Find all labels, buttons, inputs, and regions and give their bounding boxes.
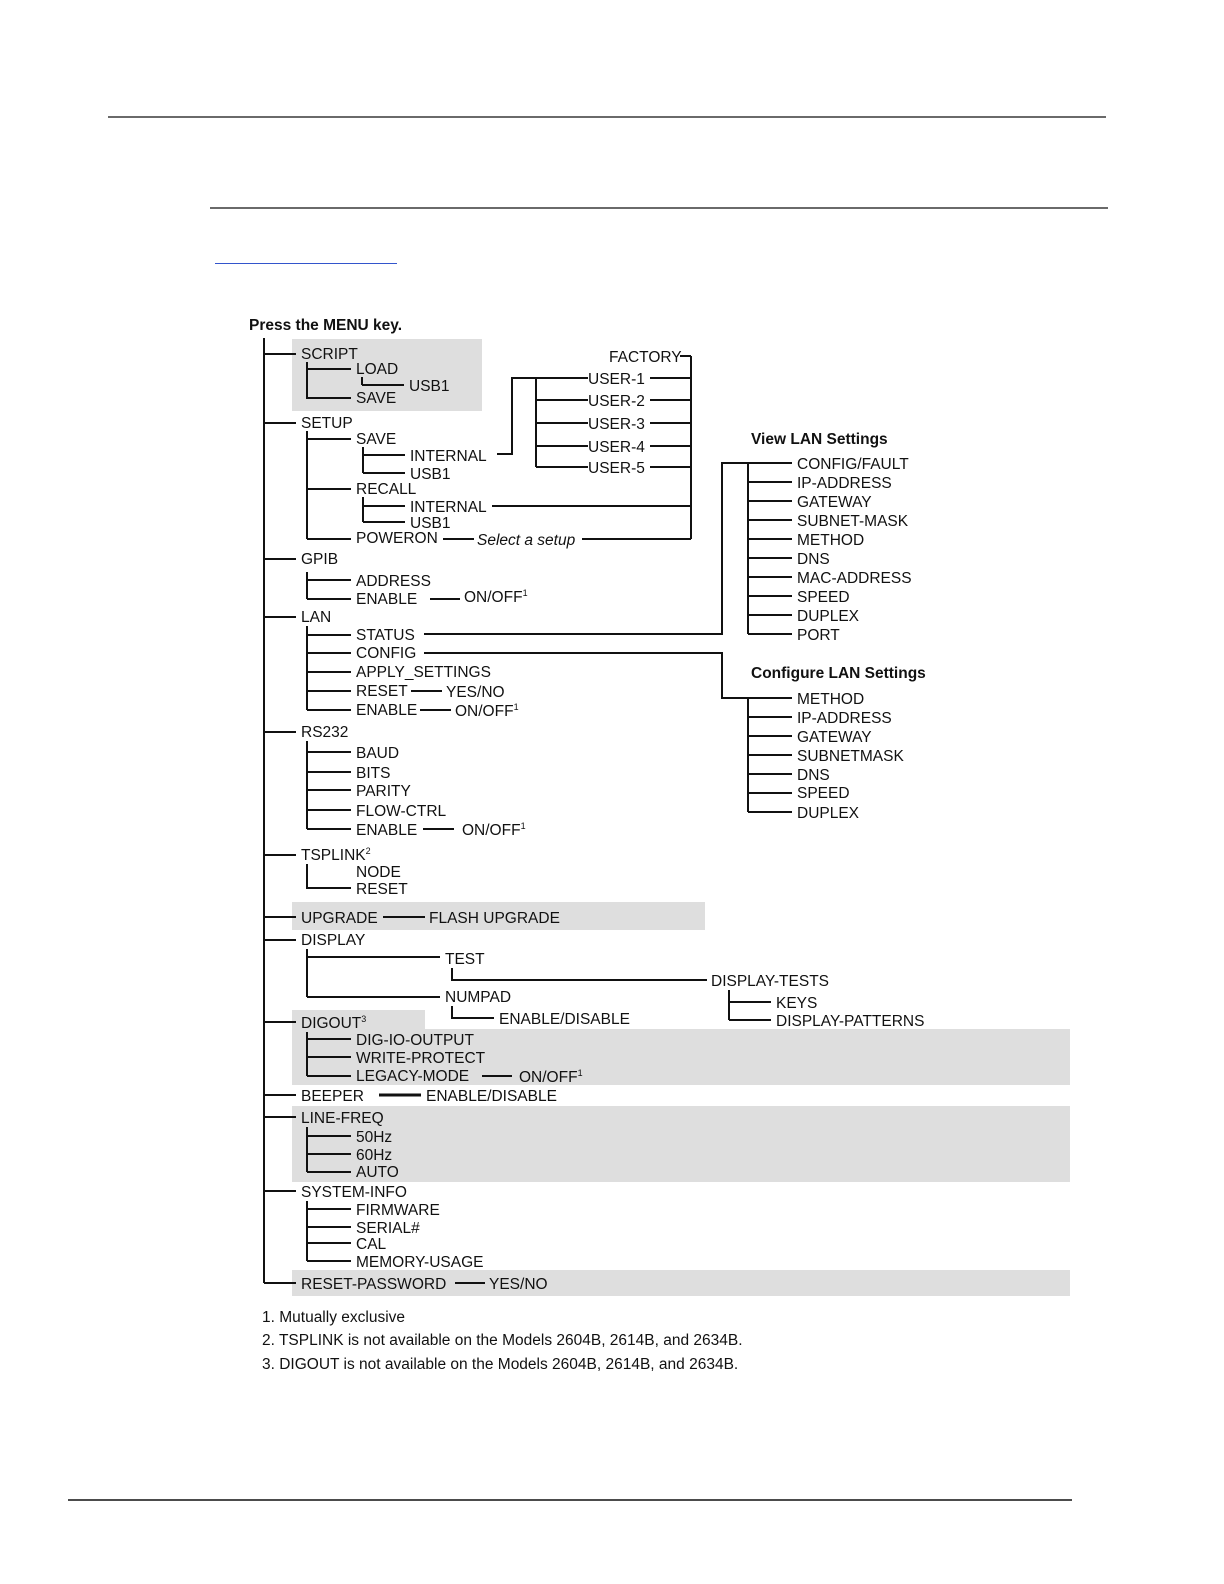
gpib-onoff[interactable]: ON/OFF$^1$ xyxy=(464,588,528,606)
main-ticks xyxy=(264,354,296,1283)
digout-legacy-mode[interactable]: LEGACY-MODE xyxy=(356,1068,470,1085)
setup-poweron[interactable]: POWERON xyxy=(356,530,438,547)
lan-onoff[interactable]: ON/OFF$^1$ xyxy=(455,702,519,720)
view-method[interactable]: METHOD xyxy=(797,532,865,549)
lan-apply-settings[interactable]: APPLY_SETTINGS xyxy=(356,664,491,681)
menu-upgrade[interactable]: UPGRADE xyxy=(301,910,378,927)
footnote-3: 3. DIGOUT is not available on the Models 2604B, 2614B, and 2634B. xyxy=(262,1356,739,1373)
config-subnetmask[interactable]: SUBNETMASK xyxy=(797,748,904,765)
view-lan-title: View LAN Settings xyxy=(751,431,888,448)
rs232-enable[interactable]: ENABLE xyxy=(356,822,418,839)
setup-slots xyxy=(588,349,682,477)
sysinfo-cal[interactable]: CAL xyxy=(356,1236,387,1253)
view-dns[interactable]: DNS xyxy=(797,551,830,568)
linefreq-60hz[interactable]: 60Hz xyxy=(356,1147,393,1164)
linefreq-highlight xyxy=(292,1106,1070,1182)
gpib-enable[interactable]: ENABLE xyxy=(356,591,418,608)
slot-factory[interactable]: FACTORY xyxy=(609,349,682,366)
config-gateway[interactable]: GATEWAY xyxy=(797,729,872,746)
intro-press: Press the xyxy=(249,317,324,334)
digout-dig-io-output[interactable]: DIG-IO-OUTPUT xyxy=(356,1032,474,1049)
rs232-parity[interactable]: PARITY xyxy=(356,783,411,800)
slot-user-1[interactable]: USER-1 xyxy=(588,371,645,388)
lan-reset[interactable]: RESET xyxy=(356,683,408,700)
gpib-address[interactable]: ADDRESS xyxy=(356,573,431,590)
menu-tsplink[interactable]: TSPLINK$^2$ xyxy=(301,846,371,864)
numpad-enable-disable[interactable]: ENABLE/DISABLE xyxy=(499,1011,630,1028)
menu-line-freq[interactable]: LINE-FREQ xyxy=(301,1110,384,1127)
upgrade-flash[interactable]: FLASH UPGRADE xyxy=(429,910,560,927)
slot-user-4[interactable]: USER-4 xyxy=(588,439,645,456)
digout-onoff[interactable]: ON/OFF$^1$ xyxy=(519,1068,583,1086)
menu-system-info[interactable]: SYSTEM-INFO xyxy=(301,1184,407,1201)
script-save[interactable]: SAVE xyxy=(356,390,397,407)
rs232-bits[interactable]: BITS xyxy=(356,765,391,782)
menu-reset-password[interactable]: RESET-PASSWORD xyxy=(301,1276,447,1293)
setup-recall-usb1[interactable]: USB1 xyxy=(410,515,451,532)
display-numpad[interactable]: NUMPAD xyxy=(445,989,512,1006)
lan-reset-yesno[interactable]: YES/NO xyxy=(446,684,505,701)
view-duplex[interactable]: DUPLEX xyxy=(797,608,860,625)
sysinfo-firmware[interactable]: FIRMWARE xyxy=(356,1202,440,1219)
config-dns[interactable]: DNS xyxy=(797,767,830,784)
slot-user-2[interactable]: USER-2 xyxy=(588,393,645,410)
setup-save-usb1[interactable]: USB1 xyxy=(410,466,451,483)
config-method[interactable]: METHOD xyxy=(797,691,865,708)
menu-beeper[interactable]: BEEPER xyxy=(301,1088,364,1105)
view-subnet-mask[interactable]: SUBNET-MASK xyxy=(797,513,909,530)
config-duplex[interactable]: DUPLEX xyxy=(797,805,860,822)
setup-save-internal[interactable]: INTERNAL xyxy=(410,448,487,465)
display-keys[interactable]: KEYS xyxy=(776,995,818,1012)
menu-script[interactable]: SCRIPT xyxy=(301,346,358,363)
view-lan-ticks xyxy=(748,482,792,634)
setup-save[interactable]: SAVE xyxy=(356,431,397,448)
menu-gpib[interactable]: GPIB xyxy=(301,551,339,568)
view-config-fault[interactable]: CONFIG/FAULT xyxy=(797,456,909,473)
menu-lan[interactable]: LAN xyxy=(301,609,332,626)
linefreq-auto[interactable]: AUTO xyxy=(356,1164,399,1181)
menu-digout[interactable]: DIGOUT$^3$ xyxy=(301,1014,367,1032)
footnote-2: 2. TSPLINK is not available on the Models 2604B, 2614B, and 2634B. xyxy=(262,1332,743,1349)
slot-user-5[interactable]: USER-5 xyxy=(588,460,645,477)
display-test[interactable]: TEST xyxy=(445,951,485,968)
view-ip-address[interactable]: IP-ADDRESS xyxy=(797,475,892,492)
view-gateway[interactable]: GATEWAY xyxy=(797,494,872,511)
menu-display[interactable]: DISPLAY xyxy=(301,932,366,949)
lan-config[interactable]: CONFIG xyxy=(356,645,417,662)
digout-write-protect[interactable]: WRITE-PROTECT xyxy=(356,1050,486,1067)
intro-suffix: key. xyxy=(368,317,403,334)
sysinfo-memory-usage[interactable]: MEMORY-USAGE xyxy=(356,1254,484,1271)
tsplink-node[interactable]: NODE xyxy=(356,864,401,881)
config-lan-title: Configure LAN Settings xyxy=(751,665,926,682)
display-patterns[interactable]: DISPLAY-PATTERNS xyxy=(776,1013,925,1030)
view-mac-address[interactable]: MAC-ADDRESS xyxy=(797,570,912,587)
view-lan-items xyxy=(797,456,912,644)
intro-text xyxy=(249,317,402,334)
lan-status[interactable]: STATUS xyxy=(356,627,415,644)
setup-recall[interactable]: RECALL xyxy=(356,481,417,498)
setup-recall-internal[interactable]: INTERNAL xyxy=(410,499,487,516)
slot-user-3[interactable]: USER-3 xyxy=(588,416,645,433)
linefreq-50hz[interactable]: 50Hz xyxy=(356,1129,393,1146)
lan-enable[interactable]: ENABLE xyxy=(356,702,418,719)
script-load[interactable]: LOAD xyxy=(356,361,399,378)
intro-menu-key: MENU xyxy=(323,317,369,334)
config-lan-items xyxy=(797,691,904,822)
display-tests[interactable]: DISPLAY-TESTS xyxy=(711,973,830,990)
rs232-flow-ctrl[interactable]: FLOW-CTRL xyxy=(356,803,447,820)
rs232-baud[interactable]: BAUD xyxy=(356,745,400,762)
tsplink-reset[interactable]: RESET xyxy=(356,881,408,898)
menu-setup[interactable]: SETUP xyxy=(301,415,353,432)
select-setup-text: Select a setup xyxy=(477,532,576,549)
view-speed[interactable]: SPEED xyxy=(797,589,850,606)
config-speed[interactable]: SPEED xyxy=(797,785,850,802)
config-ip-address[interactable]: IP-ADDRESS xyxy=(797,710,892,727)
footnote-1: 1. Mutually exclusive xyxy=(262,1309,406,1326)
script-load-usb1[interactable]: USB1 xyxy=(409,378,450,395)
sysinfo-serial[interactable]: SERIAL# xyxy=(356,1220,420,1237)
beeper-enable-disable[interactable]: ENABLE/DISABLE xyxy=(426,1088,557,1105)
rs232-onoff[interactable]: ON/OFF$^1$ xyxy=(462,821,526,839)
view-port[interactable]: PORT xyxy=(797,627,840,644)
menu-rs232[interactable]: RS232 xyxy=(301,724,349,741)
config-lan-ticks xyxy=(748,717,792,812)
resetpw-yesno[interactable]: YES/NO xyxy=(489,1276,548,1293)
